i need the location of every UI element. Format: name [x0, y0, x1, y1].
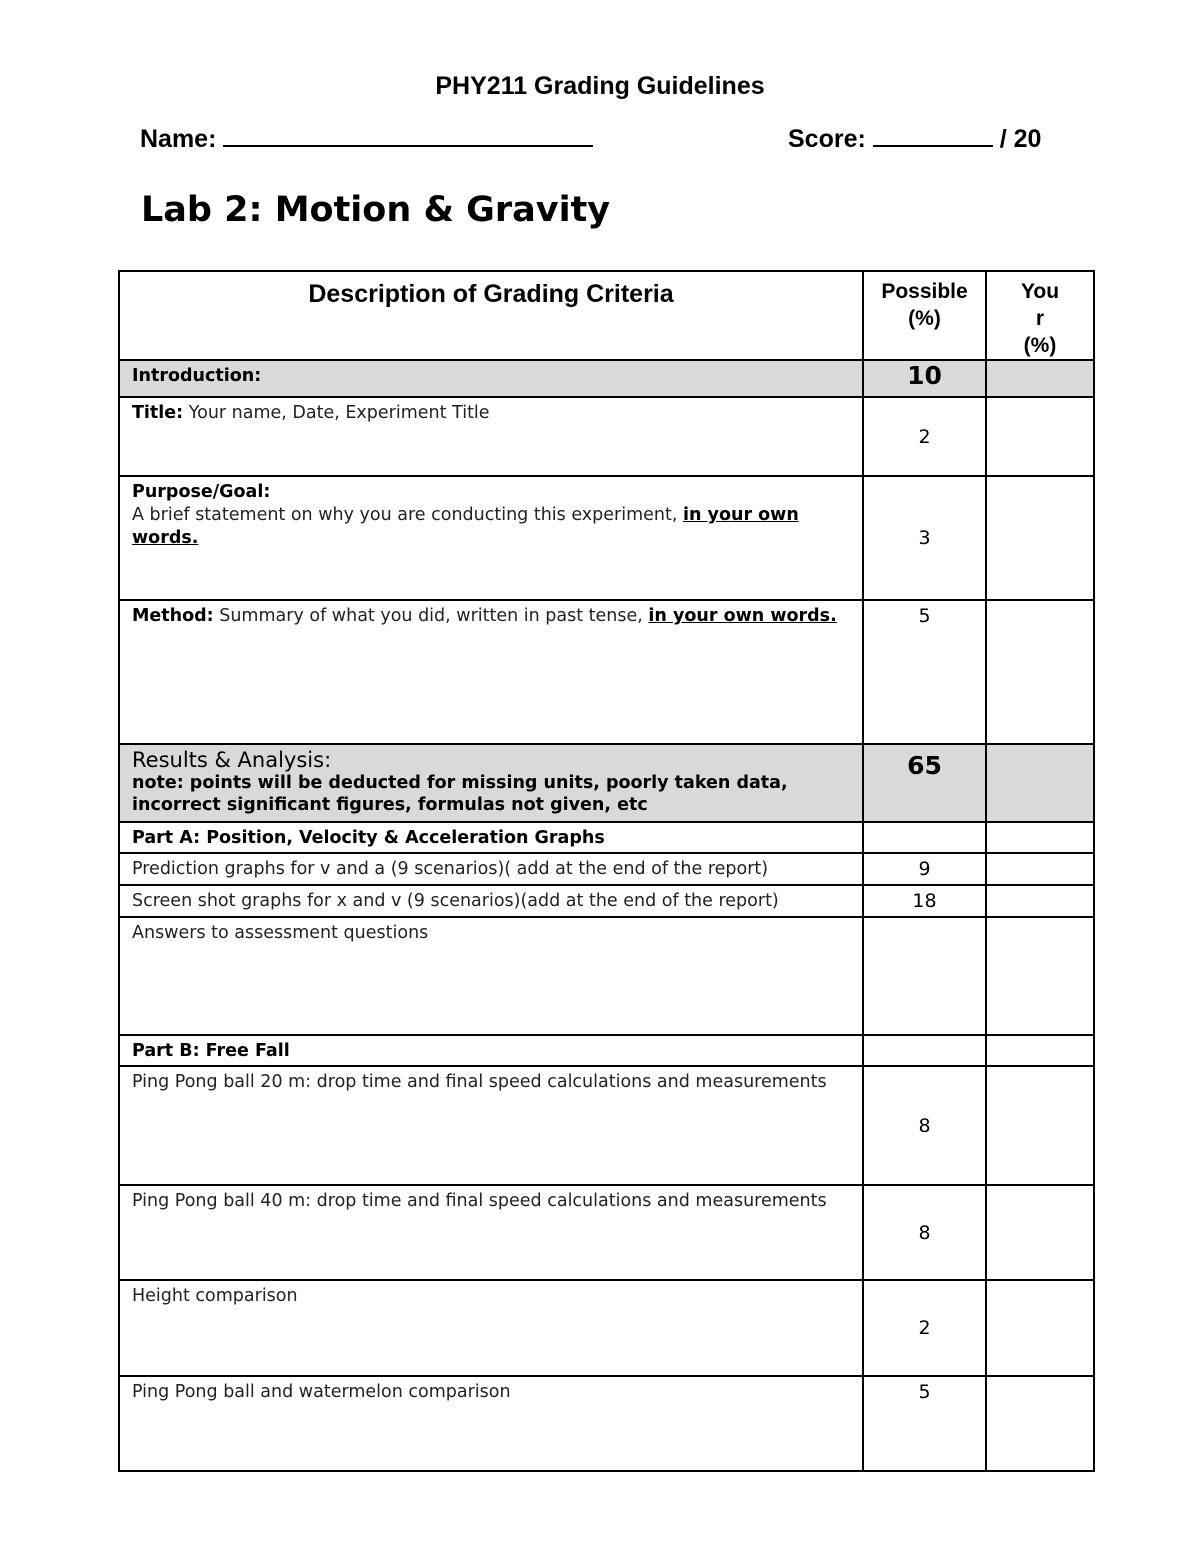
height-criterion: Height comparison [119, 1280, 863, 1376]
table-row-pingpong-40 [119, 1185, 1094, 1280]
header-your-line3: (%) [1023, 334, 1057, 357]
results-criterion: Results & Analysis: note: points will be deducted for missing units, poorly taken data, incorrect significant figures, formulas not given, etc [119, 744, 863, 822]
purpose-points: 3 [863, 476, 986, 600]
score-field [788, 125, 1041, 154]
table-row-method [119, 600, 1094, 744]
answers-criterion: Answers to assessment questions [119, 917, 863, 1035]
table-row-prediction [119, 853, 1094, 885]
name-label: Name: [140, 125, 217, 153]
table-row-watermelon [119, 1376, 1094, 1471]
name-blank [223, 125, 593, 147]
table-row-purpose [119, 476, 1094, 600]
table-row-part-b [119, 1035, 1094, 1066]
purpose-criterion: Purpose/Goal: A brief statement on why you are conducting this experiment, in your own words. [119, 476, 863, 600]
header-your [986, 271, 1094, 360]
table-row-introduction [119, 360, 1094, 397]
answers-points [863, 917, 986, 1035]
grading-table [118, 270, 1095, 1472]
method-criterion: Method: Summary of what you did, written in past tense, in your own words. [119, 600, 863, 744]
pingpong-20-criterion: Ping Pong ball 20 m: drop time and final speed calculations and measurements [119, 1066, 863, 1185]
pingpong-40-criterion: Ping Pong ball 40 m: drop time and final speed calculations and measurements [119, 1185, 863, 1280]
score-blank [873, 125, 993, 147]
table-header-row [119, 271, 1094, 360]
lab-title: Lab 2: Motion & Gravity [141, 190, 611, 230]
intro-score[interactable] [986, 360, 1094, 397]
part-b-label: Part B: Free Fall [119, 1035, 863, 1066]
header-description: Description of Grading Criteria [119, 271, 863, 360]
header-your-line2: r [1035, 307, 1045, 330]
intro-label: Introduction: [119, 360, 863, 397]
title-points: 2 [863, 397, 986, 476]
table-row-screenshot [119, 885, 1094, 917]
table-row-pingpong-20 [119, 1066, 1094, 1185]
pingpong-20-score[interactable] [986, 1066, 1094, 1185]
header-possible-line1: Possible [881, 280, 968, 303]
watermelon-criterion: Ping Pong ball and watermelon comparison [119, 1376, 863, 1471]
prediction-points: 9 [863, 853, 986, 885]
method-points: 5 [863, 600, 986, 744]
results-points: 65 [863, 744, 986, 822]
title-criterion: Title: Your name, Date, Experiment Title [119, 397, 863, 476]
header-your-line1: You [1020, 280, 1060, 303]
part-a-score[interactable] [986, 822, 1094, 853]
screenshot-score[interactable] [986, 885, 1094, 917]
pingpong-40-score[interactable] [986, 1185, 1094, 1280]
prediction-score[interactable] [986, 853, 1094, 885]
screenshot-points: 18 [863, 885, 986, 917]
score-total: / 20 [999, 125, 1042, 153]
intro-points: 10 [863, 360, 986, 397]
watermelon-score[interactable] [986, 1376, 1094, 1471]
table-row-height [119, 1280, 1094, 1376]
pingpong-40-points: 8 [863, 1185, 986, 1280]
table-row-title [119, 397, 1094, 476]
part-b-score[interactable] [986, 1035, 1094, 1066]
answers-score[interactable] [986, 917, 1094, 1035]
watermelon-points: 5 [863, 1376, 986, 1471]
results-score[interactable] [986, 744, 1094, 822]
table-row-answers [119, 917, 1094, 1035]
header-possible-line2: (%) [908, 307, 941, 330]
title-score[interactable] [986, 397, 1094, 476]
document-title: PHY211 Grading Guidelines [435, 72, 765, 100]
name-field [140, 125, 593, 154]
height-score[interactable] [986, 1280, 1094, 1376]
part-a-points [863, 822, 986, 853]
part-a-label: Part A: Position, Velocity & Acceleration Graphs [119, 822, 863, 853]
part-b-points [863, 1035, 986, 1066]
prediction-criterion: Prediction graphs for v and a (9 scenarios)( add at the end of the report) [119, 853, 863, 885]
method-score[interactable] [986, 600, 1094, 744]
screenshot-criterion: Screen shot graphs for x and v (9 scenarios)(add at the end of the report) [119, 885, 863, 917]
purpose-score[interactable] [986, 476, 1094, 600]
score-label: Score: [788, 125, 866, 153]
header-possible [863, 271, 986, 360]
table-row-part-a [119, 822, 1094, 853]
pingpong-20-points: 8 [863, 1066, 986, 1185]
height-points: 2 [863, 1280, 986, 1376]
table-row-results [119, 744, 1094, 822]
